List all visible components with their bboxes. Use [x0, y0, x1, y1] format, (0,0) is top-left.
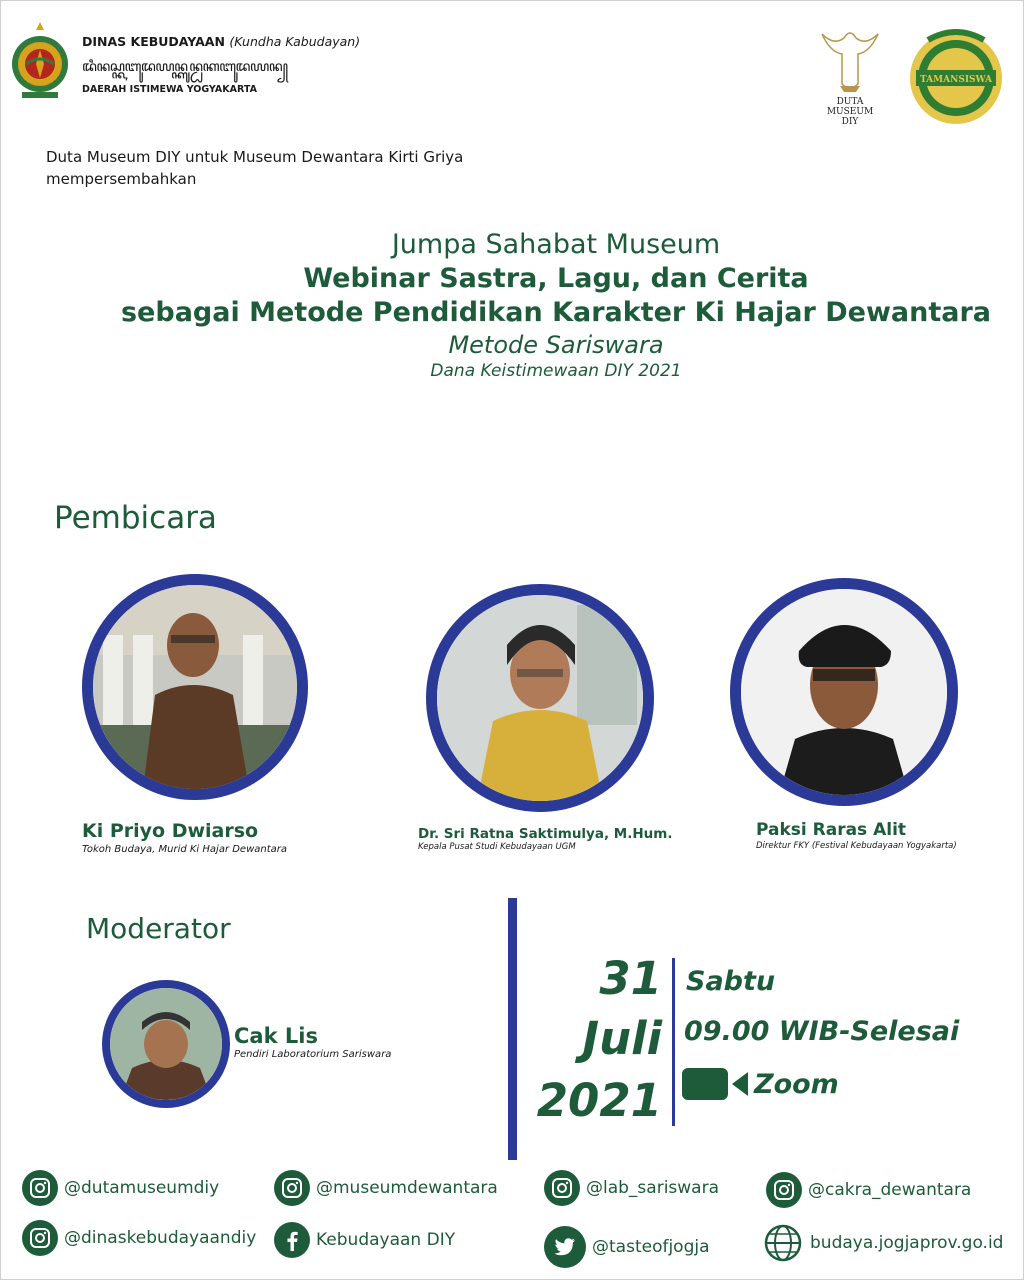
duta-museum-logo	[814, 24, 886, 128]
event-weekday: Sabtu	[686, 966, 776, 997]
dinas-kebudayaan-logo	[8, 20, 72, 102]
intro-text	[46, 146, 606, 190]
social-twitter-tasteofjogja[interactable]	[544, 1226, 710, 1268]
social-label: @lab_sariswara	[586, 1178, 720, 1198]
social-label: @tasteofjogja	[592, 1237, 710, 1257]
intro-line-1: Duta Museum DIY untuk Museum Dewantara Kirti Griya	[46, 148, 464, 166]
video-camera-icon	[682, 1066, 750, 1102]
moderator-photo	[102, 980, 230, 1108]
social-label: @dinaskebudayaandiy	[64, 1228, 257, 1248]
duta-logo-line-2: MUSEUM	[826, 107, 874, 117]
social-facebook-kebudayaan-diy[interactable]	[274, 1222, 455, 1258]
duta-logo-line-1: DUTA	[836, 97, 864, 107]
instagram-icon	[22, 1170, 58, 1206]
social-instagram-dutamuseumdiy[interactable]	[22, 1170, 219, 1206]
speaker-role-1: Tokoh Budaya, Murid Ki Hajar Dewantara	[82, 844, 288, 855]
instagram-icon	[274, 1170, 310, 1206]
globe-icon	[762, 1222, 804, 1264]
moderator-role: Pendiri Laboratorium Sariswara	[234, 1049, 392, 1060]
facebook-icon	[274, 1222, 310, 1258]
duta-logo-line-3: DIY	[841, 117, 859, 127]
social-label: @cakra_dewantara	[808, 1180, 972, 1200]
title-line-1: Jumpa Sahabat Museum	[391, 229, 721, 260]
twitter-icon	[544, 1226, 586, 1268]
instagram-icon	[22, 1220, 58, 1256]
social-label: @museumdewantara	[316, 1178, 498, 1198]
title-line-4: Metode Sariswara	[448, 331, 664, 359]
daerah-label: DAERAH ISTIMEWA YOGYAKARTA	[82, 84, 257, 95]
dinas-title: DINAS KEBUDAYAAN (Kundha Kabudayan)	[82, 34, 361, 49]
speaker-name-2: Dr. Sri Ratna Saktimulya, M.Hum.	[418, 826, 673, 842]
social-instagram-museumdewantara[interactable]	[274, 1170, 498, 1206]
speakers-heading: Pembicara	[54, 500, 217, 536]
vertical-divider	[508, 898, 517, 1160]
instagram-icon	[544, 1170, 580, 1206]
moderator-heading: Moderator	[86, 912, 231, 945]
intro-line-2: mempersembahkan	[46, 170, 197, 188]
javanese-script: ꦢꦶꦤꦱ꧀ꦏꦧꦸꦢꦪꦤ꧀ꦏꦸꦤ꧀ꦝꦏꦧꦸꦢꦪꦤ꧀	[82, 59, 288, 75]
tamansiswa-logo	[906, 26, 1006, 126]
event-platform: Zoom	[754, 1068, 839, 1100]
speaker-photo-1	[82, 574, 308, 800]
speaker-role-2: Kepala Pusat Studi Kebudayaan UGM	[418, 842, 576, 852]
zoom-row	[682, 1066, 839, 1102]
social-label: @dutamuseumdiy	[64, 1178, 220, 1198]
event-year: 2021	[536, 1074, 662, 1127]
speaker-photo-3	[730, 578, 958, 806]
title-line-2: Webinar Sastra, Lagu, dan Cerita	[303, 263, 809, 294]
speaker-photo-2	[426, 584, 654, 812]
speaker-name-3: Paksi Raras Alit	[756, 820, 907, 840]
speaker-role-3: Direktur FKY (Festival Kebudayaan Yogyakarta)	[756, 841, 957, 851]
social-instagram-lab-sariswara[interactable]	[544, 1170, 719, 1206]
title-line-3: sebagai Metode Pendidikan Karakter Ki Hajar Dewantara	[120, 297, 991, 328]
social-label: budaya.jogjaprov.go.id	[810, 1233, 1004, 1253]
title-line-5: Dana Keistimewaan DIY 2021	[430, 361, 682, 381]
speaker-name-1: Ki Priyo Dwiarso	[82, 820, 259, 842]
date-separator	[672, 958, 675, 1126]
social-website-budaya[interactable]	[762, 1222, 1003, 1264]
event-title-block	[0, 228, 1024, 382]
instagram-icon	[766, 1172, 802, 1208]
tamansiswa-text: TAMANSISWA	[919, 75, 993, 85]
event-time: 09.00 WIB-Selesai	[684, 1016, 960, 1047]
social-instagram-cakra-dewantara[interactable]	[766, 1172, 971, 1208]
social-instagram-dinaskebudayaandiy[interactable]	[22, 1220, 256, 1256]
event-day: 31	[599, 952, 662, 1005]
event-month: Juli	[582, 1012, 662, 1065]
moderator-name: Cak Lis	[234, 1024, 318, 1048]
social-label: Kebudayaan DIY	[316, 1230, 456, 1250]
